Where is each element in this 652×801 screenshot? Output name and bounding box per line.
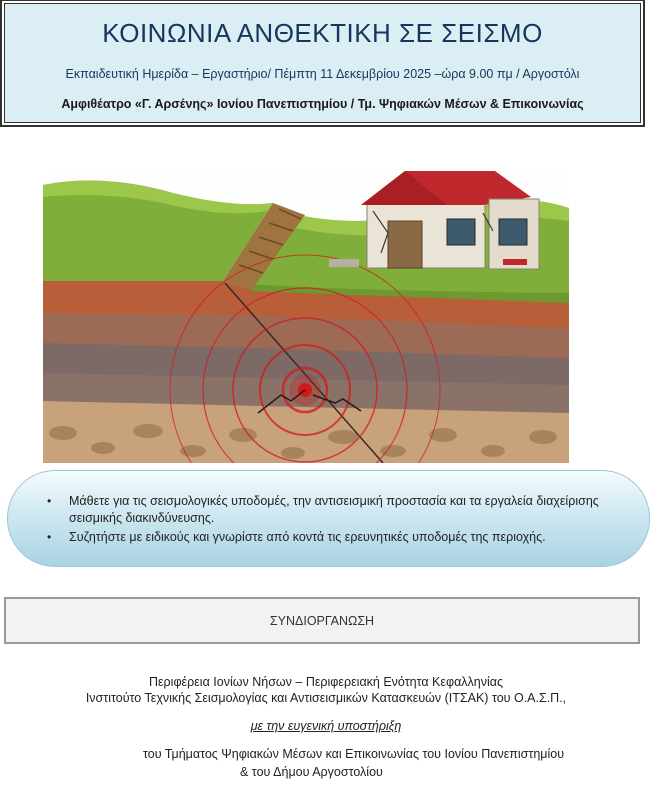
supporter-line: & του Δήμου Αργοστολίου bbox=[240, 765, 383, 779]
header-banner bbox=[4, 3, 641, 123]
supporter-line: του Τμήματος Ψηφιακών Μέσων και Επικοινωνίας του Ιονίου Πανεπιστημίου bbox=[143, 747, 565, 761]
page-title: ΚΟΙΝΩΝΙΑ ΑΝΘΕΚΤΙΚΗ ΣΕ ΣΕΙΣΜΟ bbox=[102, 18, 543, 48]
list-item: • Συζητήστε με ειδικούς και γνωρίστε από κοντά τις ερευνητικές υποδομές της περιοχής. bbox=[47, 530, 546, 544]
highlights-panel bbox=[7, 470, 650, 567]
highlights-list bbox=[43, 493, 623, 548]
event-details: Εκπαιδευτική Ημερίδα – Εργαστήριο/ Πέμπτη 11 Δεκεμβρίου 2025 –ώρα 9.00 πμ / Αργοστόλι bbox=[65, 67, 580, 81]
bullet-icon: • bbox=[47, 530, 52, 544]
event-venue: Αμφιθέατρο «Γ. Αρσένης» Ιονίου Πανεπιστημίου / Τμ. Ψηφιακών Μέσων & Επικοινωνίας bbox=[61, 97, 584, 111]
coorganization-heading: ΣΥΝΔΙΟΡΓΑΝΩΣΗ bbox=[269, 614, 375, 628]
organizer-line: Ινστιτούτο Τεχνικής Σεισμολογίας και Αντισεισμικών Κατασκευών (ΙΤΣΑΚ) του Ο.Α.Σ.Π., bbox=[85, 691, 567, 705]
bullet-icon: • bbox=[47, 494, 52, 508]
coorganization-heading-box bbox=[4, 597, 640, 644]
support-label: με την ευγενική υποστήριξη bbox=[250, 719, 402, 733]
list-item: • Μάθετε για τις σεισμολογικές υποδομές, την αντισεισμική προστασία και τα εργαλεία διαχείρισης σεισμικής διακινδύνευσης. bbox=[47, 494, 599, 525]
earthquake-illustration bbox=[43, 163, 569, 463]
organizer-line: Περιφέρεια Ιονίων Νήσων – Περιφερειακή Ενότητα Κεφαλληνίας bbox=[148, 675, 504, 689]
